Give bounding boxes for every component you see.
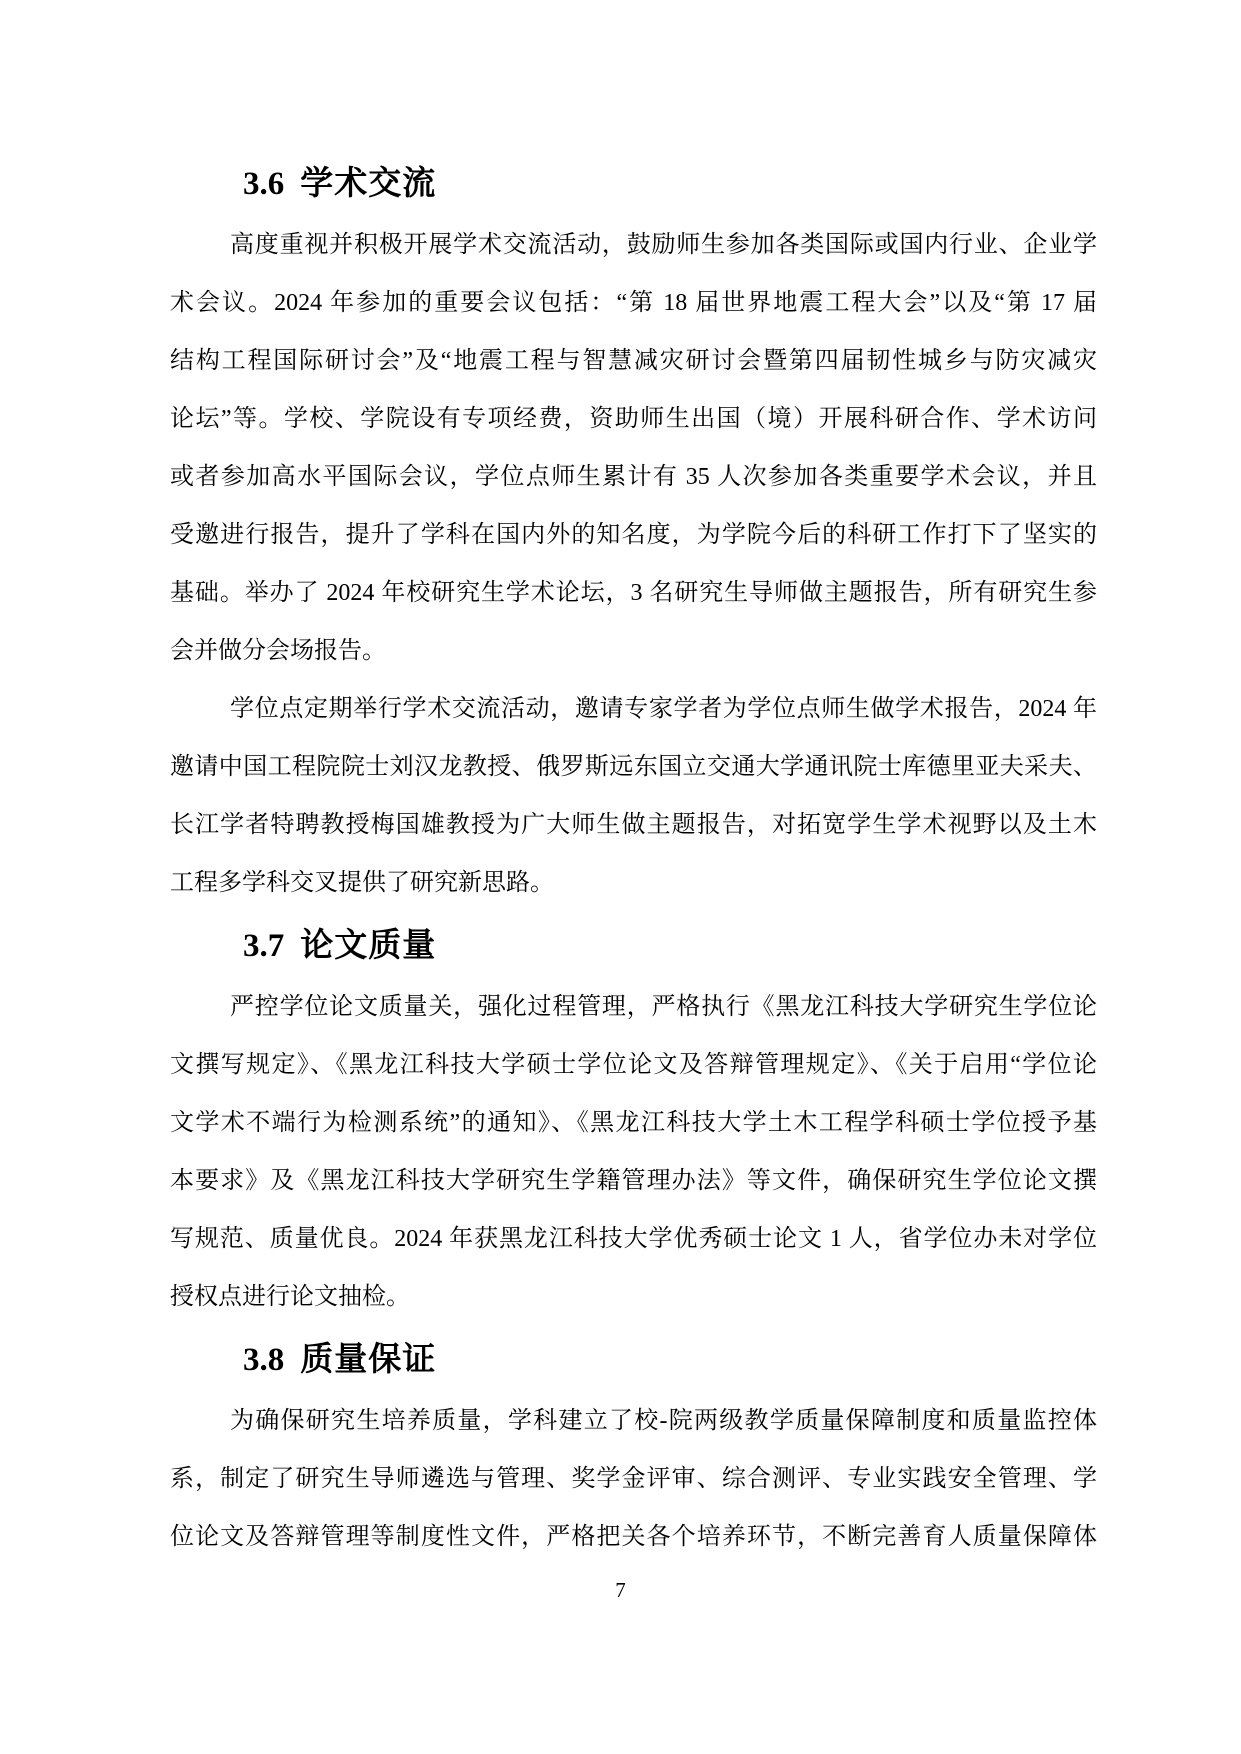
text-line: 受邀进行报告，提升了学科在国内外的知名度，为学院今后的科研工作打下了坚实的 bbox=[170, 522, 1097, 548]
paragraph bbox=[170, 978, 1097, 1326]
page-content bbox=[170, 154, 1097, 1566]
paragraph bbox=[170, 680, 1097, 912]
text-line: 或者参加高水平国际会议，学位点师生累计有 35 人次参加各类重要学术会议，并且 bbox=[170, 464, 1097, 490]
text-line: 工程多学科交叉提供了研究新思路。 bbox=[170, 870, 554, 896]
heading-title: 质量保证 bbox=[300, 1340, 437, 1377]
heading-number: 3.6 bbox=[243, 166, 285, 202]
page-number: 7 bbox=[615, 1578, 626, 1602]
text-line: 结构工程国际研讨会”及“地震工程与智慧减灾研讨会暨第四届韧性城乡与防灾减灾 bbox=[170, 348, 1097, 374]
text-line: 写规范、质量优良。2024 年获黑龙江科技大学优秀硕士论文 1 人，省学位办未对学位 bbox=[170, 1226, 1097, 1252]
text-line: 邀请中国工程院院士刘汉龙教授、俄罗斯远东国立交通大学通讯院士库德里亚夫采夫、 bbox=[170, 754, 1097, 780]
heading-title: 论文质量 bbox=[300, 926, 437, 963]
text-line: 术会议。2024 年参加的重要会议包括：“第 18 届世界地震工程大会”以及“第 17 届 bbox=[170, 290, 1097, 316]
text-line: 为确保研究生培养质量，学科建立了校-院两级教学质量保障制度和质量监控体 bbox=[230, 1408, 1097, 1434]
text-line: 长江学者特聘教授梅国雄教授为广大师生做主题报告，对拓宽学生学术视野以及土木 bbox=[170, 812, 1097, 838]
heading-number: 3.8 bbox=[243, 1342, 285, 1378]
paragraph bbox=[170, 1392, 1097, 1566]
text-line: 严控学位论文质量关，强化过程管理，严格执行《黑龙江科技大学研究生学位论 bbox=[230, 994, 1097, 1020]
heading-title: 学术交流 bbox=[300, 164, 437, 201]
text-line: 高度重视并积极开展学术交流活动，鼓励师生参加各类国际或国内行业、企业学 bbox=[230, 232, 1097, 258]
section-heading bbox=[170, 154, 1097, 212]
heading-number: 3.7 bbox=[243, 928, 285, 964]
section-heading bbox=[170, 916, 1097, 974]
text-line: 授权点进行论文抽检。 bbox=[170, 1284, 410, 1310]
text-line: 文学术不端行为检测系统”的通知》、《黑龙江科技大学土木工程学科硕士学位授予基 bbox=[170, 1110, 1097, 1136]
text-line: 系，制定了研究生导师遴选与管理、奖学金评审、综合测评、专业实践安全管理、学 bbox=[170, 1466, 1097, 1492]
text-line: 学位点定期举行学术交流活动，邀请专家学者为学位点师生做学术报告，2024 年 bbox=[230, 696, 1097, 722]
text-line: 会并做分会场报告。 bbox=[170, 638, 386, 664]
paragraph bbox=[170, 216, 1097, 680]
text-line: 基础。举办了 2024 年校研究生学术论坛，3 名研究生导师做主题报告，所有研究生参 bbox=[170, 580, 1097, 606]
text-line: 本要求》及《黑龙江科技大学研究生学籍管理办法》等文件，确保研究生学位论文撰 bbox=[170, 1168, 1097, 1194]
text-line: 文撰写规定》、《黑龙江科技大学硕士学位论文及答辩管理规定》、《关于启用“学位论 bbox=[170, 1052, 1097, 1078]
section-heading bbox=[170, 1330, 1097, 1388]
text-line: 位论文及答辩管理等制度性文件，严格把关各个培养环节，不断完善育人质量保障体 bbox=[170, 1524, 1097, 1550]
text-line: 论坛”等。学校、学院设有专项经费，资助师生出国（境）开展科研合作、学术访问 bbox=[170, 406, 1097, 432]
